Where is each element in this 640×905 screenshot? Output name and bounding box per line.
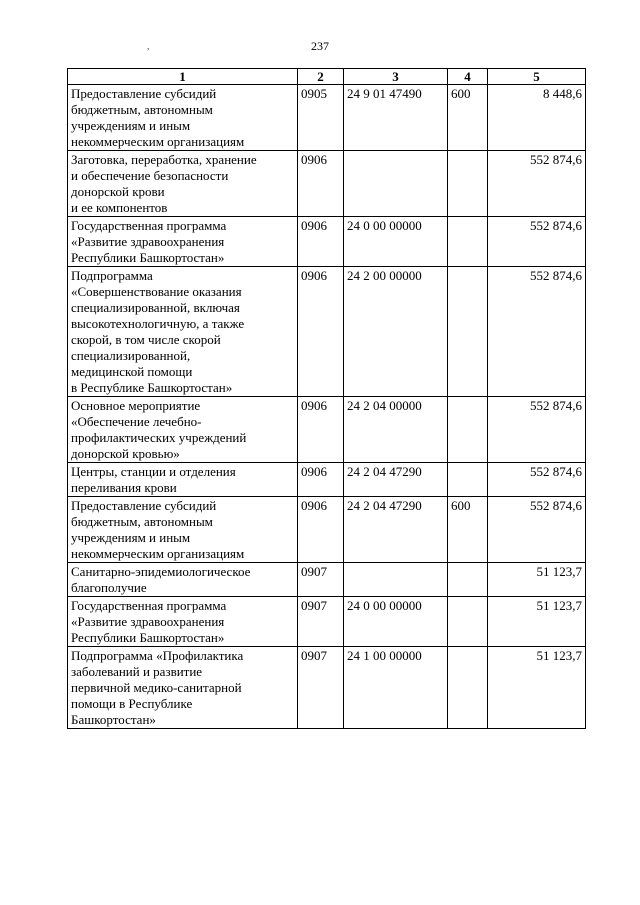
expense-name-line: учреждениям и иным (71, 118, 191, 133)
expense-name-line: первичной медико-санитарной (71, 680, 242, 695)
expense-name-line: Подпрограмма «Профилактика (71, 648, 244, 663)
section-code-cell: 0906 (298, 397, 344, 463)
expense-name-cell (68, 217, 298, 267)
expense-name-line: Санитарно-эпидемиологическое (71, 564, 251, 579)
expense-name-cell (68, 151, 298, 217)
column-header-2: 2 (298, 69, 344, 85)
table-row (68, 647, 586, 729)
amount-cell: 51 123,7 (488, 563, 586, 597)
expense-name-line: переливания крови (71, 480, 177, 495)
column-header-3: 3 (344, 69, 448, 85)
expense-type-cell (448, 267, 488, 397)
expense-name-line: Центры, станции и отделения (71, 464, 236, 479)
expense-name-line: «Совершенствование оказания (71, 284, 242, 299)
amount-cell: 51 123,7 (488, 597, 586, 647)
expense-type-cell (448, 463, 488, 497)
expense-name-line: Республики Башкортостан» (71, 250, 225, 265)
expense-name-cell (68, 397, 298, 463)
column-header-1: 1 (68, 69, 298, 85)
expense-name-cell (68, 563, 298, 597)
expense-type-cell: 600 (448, 85, 488, 151)
section-code-cell: 0906 (298, 267, 344, 397)
amount-cell: 8 448,6 (488, 85, 586, 151)
expense-name-line: заболеваний и развитие (71, 664, 203, 679)
target-article-cell: 24 2 04 00000 (344, 397, 448, 463)
expense-name-line: донорской кровью» (71, 446, 180, 461)
section-code-cell: 0906 (298, 463, 344, 497)
target-article-cell: 24 2 04 47290 (344, 497, 448, 563)
amount-cell: 552 874,6 (488, 267, 586, 397)
expense-name-line: специализированной, включая (71, 300, 240, 315)
target-article-cell: 24 2 04 47290 (344, 463, 448, 497)
expense-name-line: в Республике Башкортостан» (71, 380, 233, 395)
target-article-cell: 24 0 00 00000 (344, 217, 448, 267)
budget-table (67, 68, 586, 729)
target-article-cell: 24 2 00 00000 (344, 267, 448, 397)
expense-name-line: и ее компонентов (71, 200, 168, 215)
expense-name-line: Башкортостан» (71, 712, 156, 727)
expense-name-line: Предоставление субсидий (71, 86, 217, 101)
stray-mark: , (147, 41, 150, 51)
expense-name-line: «Развитие здравоохранения (71, 614, 225, 629)
section-code-cell: 0907 (298, 563, 344, 597)
expense-name-line: донорской крови (71, 184, 165, 199)
section-code-cell: 0906 (298, 217, 344, 267)
expense-name-line: «Развитие здравоохранения (71, 234, 225, 249)
expense-type-cell (448, 217, 488, 267)
expense-name-cell (68, 647, 298, 729)
expense-name-line: Основное мероприятие (71, 398, 201, 413)
expense-name-line: некоммерческим организациям (71, 546, 245, 561)
section-code-cell: 0906 (298, 151, 344, 217)
section-code-cell: 0905 (298, 85, 344, 151)
expense-name-line: некоммерческим организациям (71, 134, 245, 149)
target-article-cell: 24 0 00 00000 (344, 597, 448, 647)
expense-name-line: Республики Башкортостан» (71, 630, 225, 645)
expense-name-cell (68, 463, 298, 497)
expense-name-cell (68, 497, 298, 563)
expense-name-line: профилактических учреждений (71, 430, 247, 445)
table-row (68, 217, 586, 267)
expense-name-line: бюджетным, автономным (71, 102, 213, 117)
expense-name-line: Государственная программа (71, 218, 227, 233)
expense-name-line: Государственная программа (71, 598, 227, 613)
expense-name-line: помощи в Республике (71, 696, 193, 711)
expense-name-line: Подпрограмма (71, 268, 153, 283)
table-row (68, 85, 586, 151)
expense-type-cell (448, 563, 488, 597)
expense-type-cell (448, 597, 488, 647)
target-article-cell (344, 563, 448, 597)
amount-cell: 552 874,6 (488, 497, 586, 563)
expense-type-cell (448, 151, 488, 217)
table-row (68, 497, 586, 563)
target-article-cell (344, 151, 448, 217)
section-code-cell: 0907 (298, 597, 344, 647)
expense-name-line: учреждениям и иным (71, 530, 191, 545)
table-row (68, 597, 586, 647)
section-code-cell: 0906 (298, 497, 344, 563)
expense-name-line: медицинской помощи (71, 364, 193, 379)
expense-name-line: специализированной, (71, 348, 191, 363)
amount-cell: 51 123,7 (488, 647, 586, 729)
expense-type-cell (448, 397, 488, 463)
expense-name-line: высокотехнологичную, а также (71, 316, 245, 331)
expense-name-line: скорой, в том числе скорой (71, 332, 221, 347)
section-code-cell: 0907 (298, 647, 344, 729)
expense-name-line: «Обеспечение лечебно- (71, 414, 202, 429)
amount-cell: 552 874,6 (488, 217, 586, 267)
table-row (68, 397, 586, 463)
amount-cell: 552 874,6 (488, 151, 586, 217)
table-row (68, 151, 586, 217)
table-row (68, 463, 586, 497)
column-header-5: 5 (488, 69, 586, 85)
expense-name-line: Заготовка, переработка, хранение (71, 152, 257, 167)
expense-type-cell: 600 (448, 497, 488, 563)
column-header-4: 4 (448, 69, 488, 85)
expense-type-cell (448, 647, 488, 729)
table-row (68, 267, 586, 397)
amount-cell: 552 874,6 (488, 397, 586, 463)
expense-name-cell (68, 85, 298, 151)
expense-name-cell (68, 597, 298, 647)
target-article-cell: 24 9 01 47490 (344, 85, 448, 151)
amount-cell: 552 874,6 (488, 463, 586, 497)
table-header-row (68, 69, 586, 85)
expense-name-line: Предоставление субсидий (71, 498, 217, 513)
page-number: 237 (311, 39, 329, 53)
expense-name-line: благополучие (71, 580, 147, 595)
expense-name-line: бюджетным, автономным (71, 514, 213, 529)
target-article-cell: 24 1 00 00000 (344, 647, 448, 729)
table-row (68, 563, 586, 597)
expense-name-line: и обеспечение безопасности (71, 168, 229, 183)
expense-name-cell (68, 267, 298, 397)
